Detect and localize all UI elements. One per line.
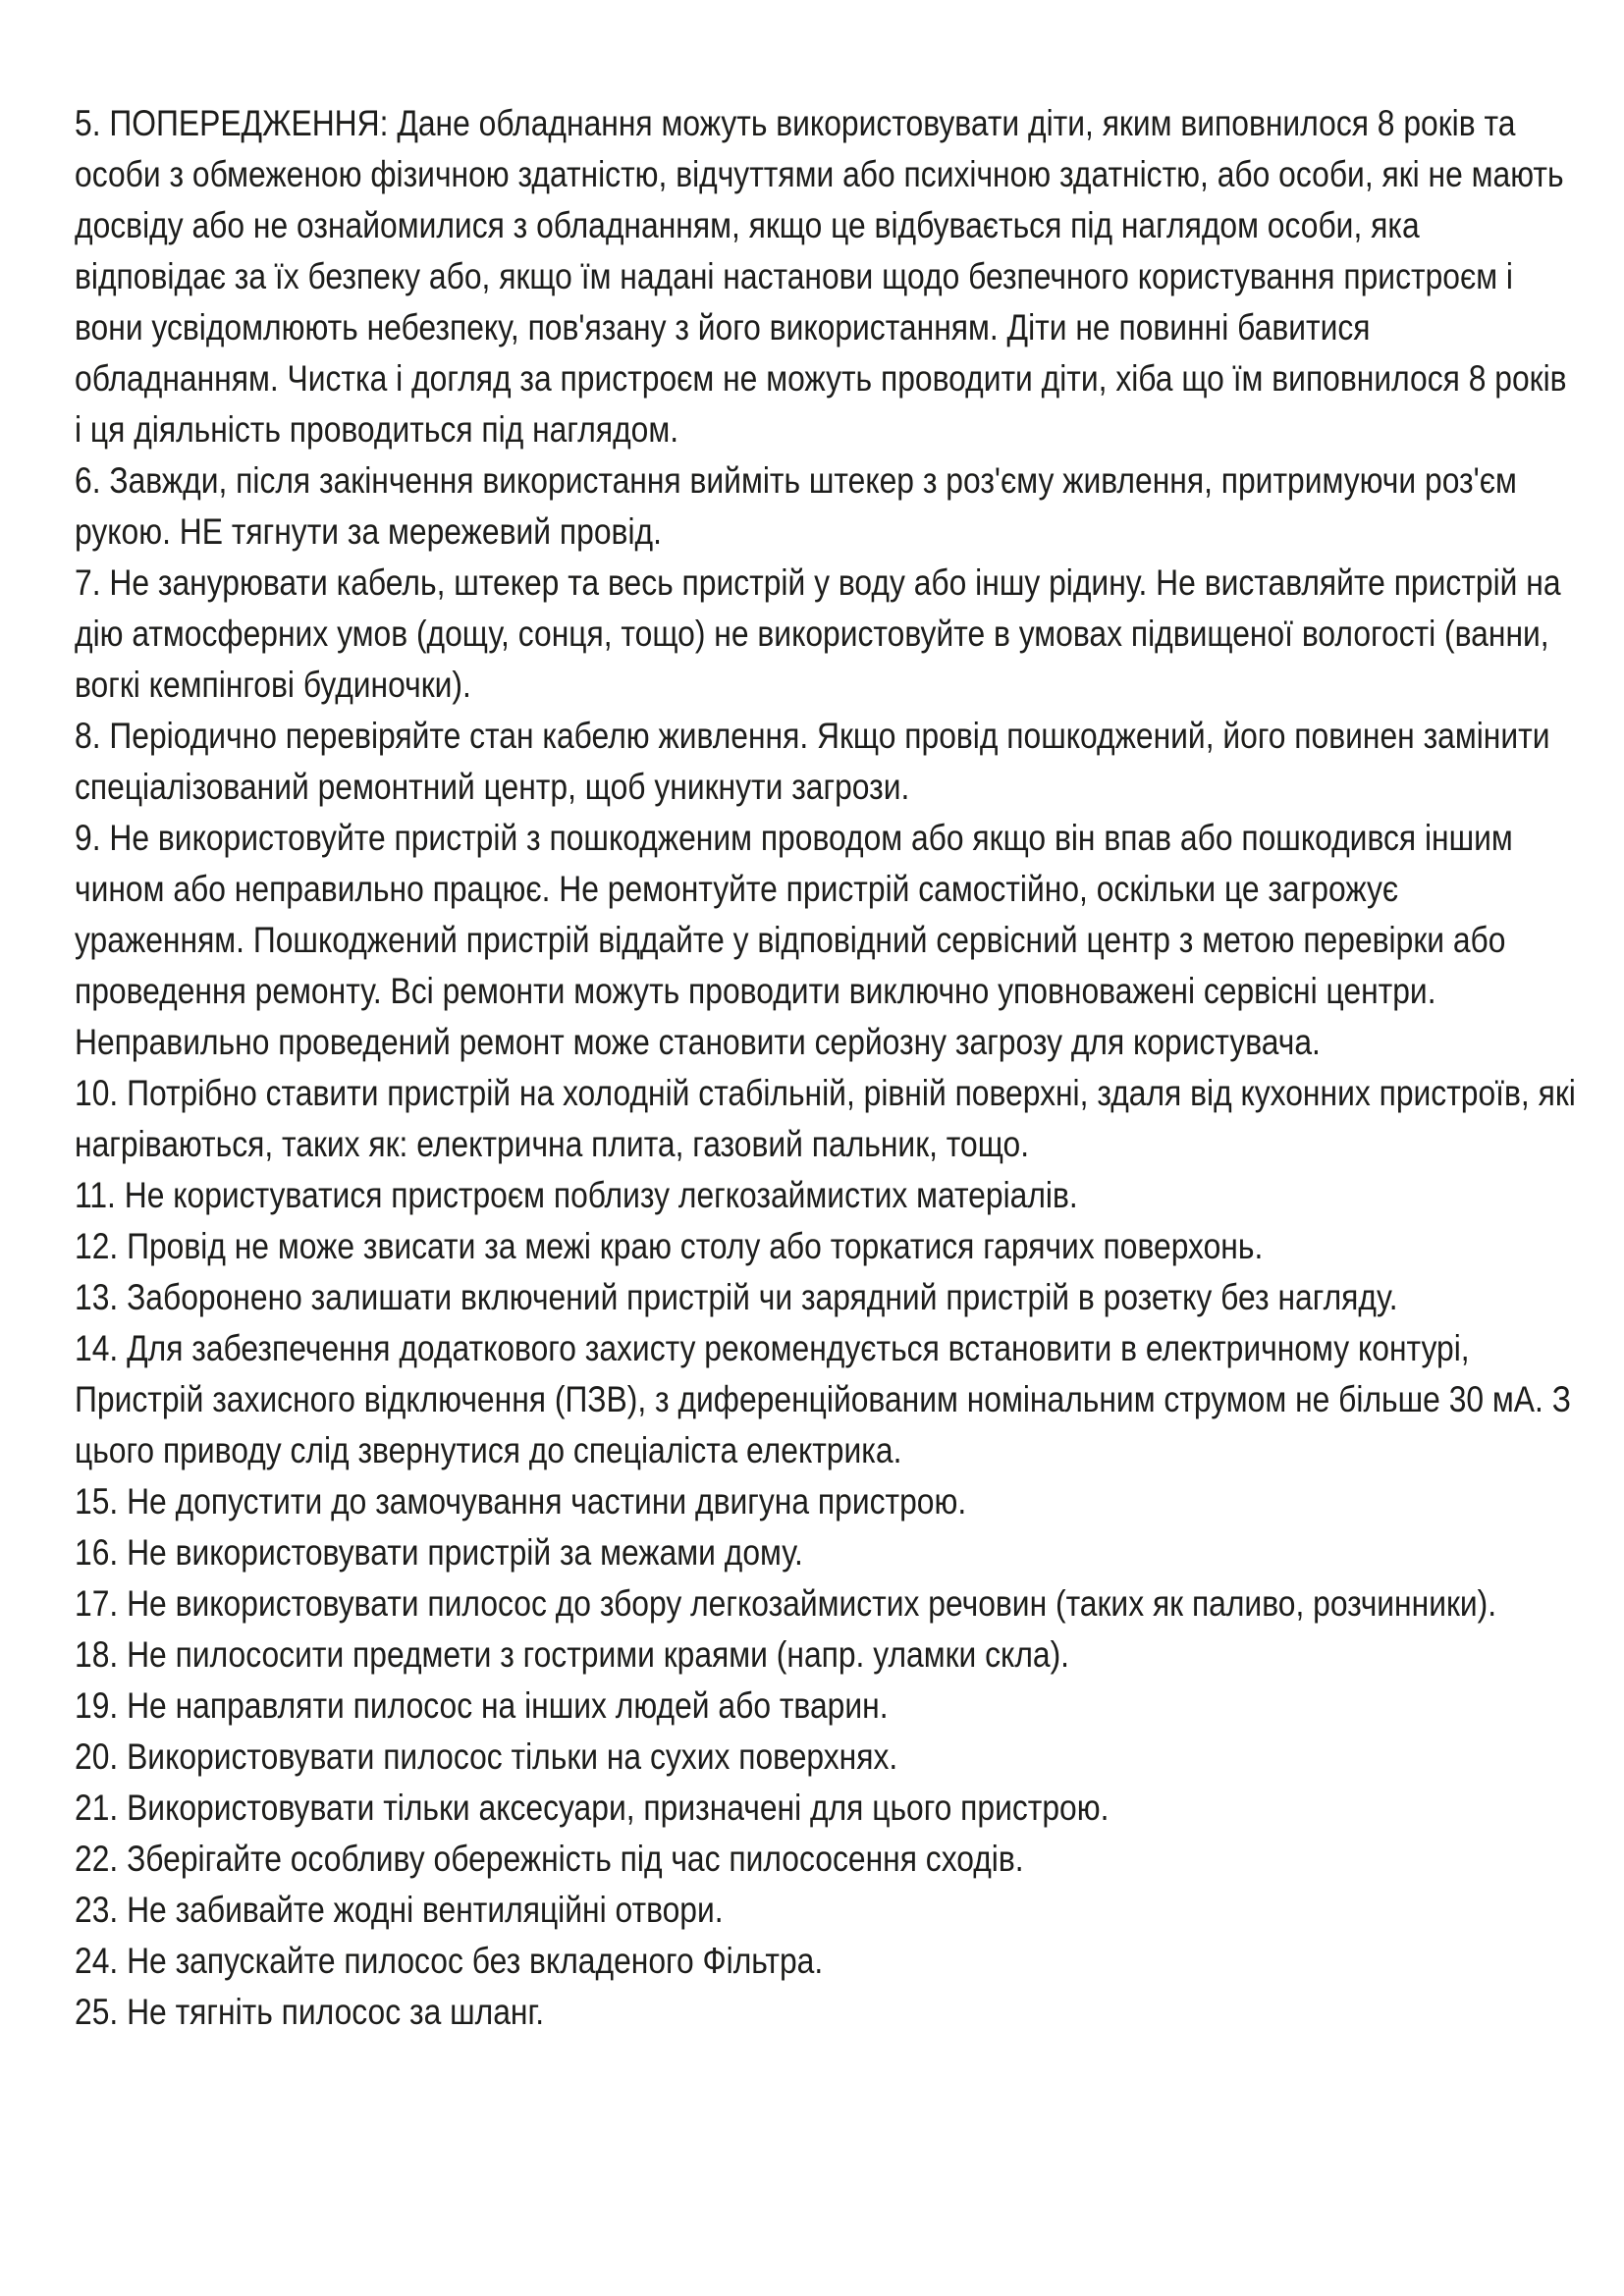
safety-item-24: 24. Не запускайте пилосос без вкладеного Фільтра. xyxy=(75,1941,824,1981)
document-page xyxy=(75,98,1577,2038)
safety-item-21: 21. Використовувати тільки аксесуари, призначені для цього пристрою. xyxy=(75,1788,1110,1828)
safety-item-8: 8. Періодично перевіряйте стан кабелю живлення. Якщо провід пошкоджений, його повинен замінити спеціалізований ремонтний центр, щоб уникнути загрози. xyxy=(75,716,1550,807)
safety-item-20: 20. Використовувати пилосос тільки на сухих поверхнях. xyxy=(75,1736,898,1777)
safety-item-18: 18. Не пилососити предмети з гострими краями (напр. уламки скла). xyxy=(75,1634,1070,1675)
safety-item-14: 14. Для забезпечення додаткового захисту рекомендується встановити в електричному контурі, Пристрій захисного відключення (ПЗВ), з диференційованим номінальним струмом не більше 30 мА. З цього приводу слід звернутися до спеціаліста електрика. xyxy=(75,1328,1571,1470)
safety-item-19: 19. Не направляти пилосос на інших людей або тварин. xyxy=(75,1685,889,1726)
safety-item-16: 16. Не використовувати пристрій за межами дому. xyxy=(75,1532,803,1573)
safety-item-7: 7. Не занурювати кабель, штекер та весь пристрій у воду або іншу рідину. Не виставляйте пристрій на дію атмосферних умов (дощу, сонця, тощо) не використовуйте в умовах підвищеної вологості (ванни, вогкі кемпінгові будиночки). xyxy=(75,562,1561,705)
safety-item-22: 22. Зберігайте особливу обережність під час пилососення сходів. xyxy=(75,1839,1024,1879)
safety-item-25: 25. Не тягніть пилосос за шланг. xyxy=(75,1992,545,2032)
safety-item-5: 5. ПОПЕРЕДЖЕННЯ: Дане обладнання можуть використовувати діти, яким виповнилося 8 років та особи з обмеженою фізичною здатністю, відчуттями або психічною здатністю, або особи, які не мають досвіду або не ознайомилися з обладнанням, якщо це відбувається під наглядом особи, яка відповідає за їх безпеку або, якщо їм надані настанови щодо безпечного користування пристроєм і вони усвідомлюють небезпеку, пов'язану з його використанням. Діти не повинні бавитися обладнанням. Чистка і догляд за пристроєм не можуть проводити діти, хіба що їм виповнилося 8 років і ця діяльність проводиться під наглядом. xyxy=(75,103,1567,450)
safety-item-12: 12. Провід не може звисати за межі краю столу або торкатися гарячих поверхонь. xyxy=(75,1226,1264,1266)
safety-item-11: 11. Не користуватися пристроєм поблизу легкозаймистих матеріалів. xyxy=(75,1175,1078,1215)
safety-item-17: 17. Не використовувати пилосос до збору легкозаймистих речовин (таких як паливо, розчинники). xyxy=(75,1583,1497,1624)
safety-item-13: 13. Заборонено залишати включений пристрій чи зарядний пристрій в розетку без нагляду. xyxy=(75,1277,1398,1317)
safety-item-10: 10. Потрібно ставити пристрій на холодній стабільній, рівній поверхні, здаля від кухонних пристроїв, які нагріваються, таких як: електрична плита, газовий пальник, тощо. xyxy=(75,1073,1576,1164)
safety-item-15: 15. Не допустити до замочування частини двигуна пристрою. xyxy=(75,1481,967,1522)
safety-item-6: 6. Завжди, після закінчення використання вийміть штекер з роз'єму живлення, притримуючи роз'єм рукою. НЕ тягнути за мережевий провід. xyxy=(75,460,1517,552)
safety-item-9: 9. Не використовуйте пристрій з пошкодженим проводом або якщо він впав або пошкодився іншим чином або неправильно працює. Не ремонтуйте пристрій самостійно, оскільки це загрожує ураженням. Пошкоджений пристрій віддайте у відповідний сервісний центр з метою перевірки або проведення ремонту. Всі ремонти можуть проводити виключно уповноважені сервісні центри. Неправильно проведений ремонт може становити серйозну загрозу для користувача. xyxy=(75,818,1513,1062)
safety-item-23: 23. Не забивайте жодні вентиляційні отвори. xyxy=(75,1890,724,1930)
